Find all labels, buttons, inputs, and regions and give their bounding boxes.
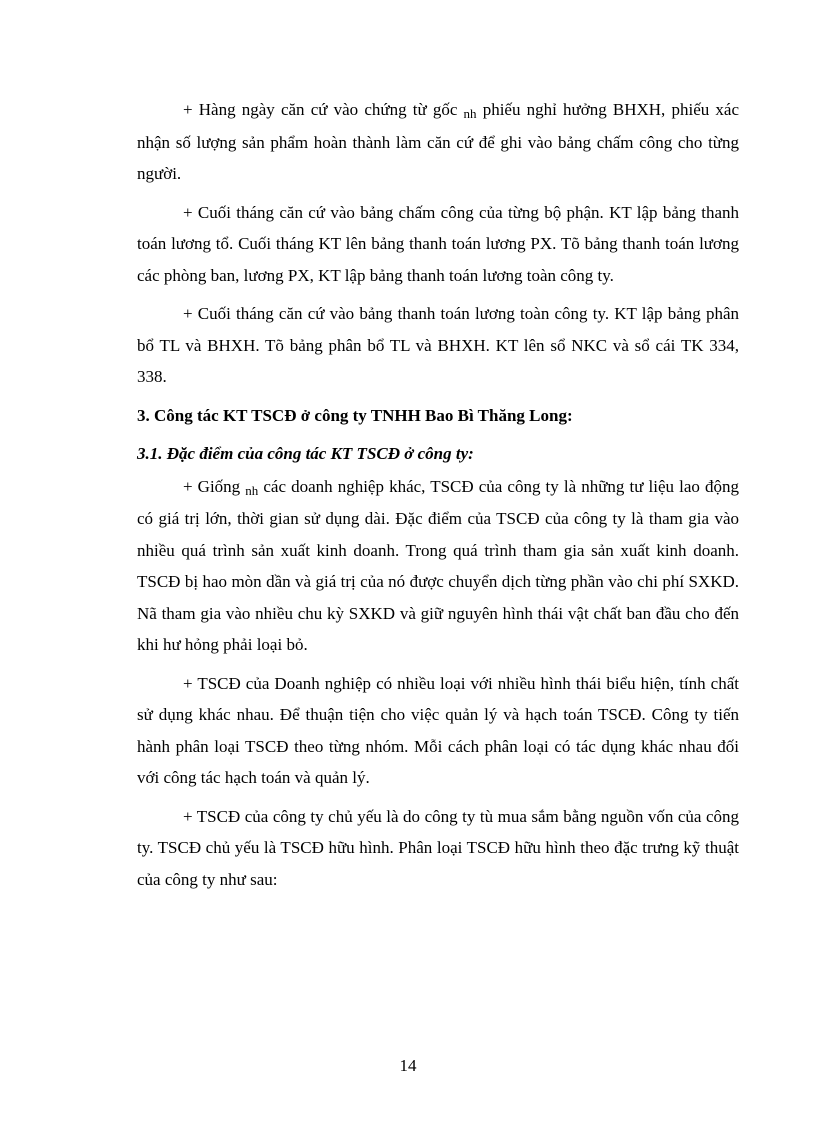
paragraph-1-text: + Hàng ngày căn cứ vào chứng từ gốc [183, 100, 464, 119]
section-heading-3-1: 3.1. Đặc điểm của công tác KT TSCĐ ở công ty: [137, 444, 474, 463]
paragraph-1 [137, 94, 739, 190]
paragraph-5: + TSCĐ của Doanh nghiệp có nhiều loại với nhiều hình thái biểu hiện, tính chất sử dụng khác nhau. Để thuận tiện cho việc quản lý và hạch toán TSCĐ. Công ty tiến hành phân loại TSCĐ theo từng nhóm. Mỗi cách phân loại có tác dụng khác nhau đối với công tác hạch toán và quản lý. [137, 673, 739, 787]
paragraph-4-text-cont: các doanh nghiệp khác, TSCĐ của công ty là những tư liệu lao động có giá trị lớn, thời gian sử dụng dài. Đặc điểm của TSCĐ của công ty là tham gia vào nhiều quá trình sản xuất kinh doanh. Trong quá trình tham gia sản xuất kinh doanh. TSCĐ bị hao mòn dần và giá trị của nó được chuyển dịch từng phần vào chi phí SXKD. Nã tham gia vào nhiều chu kỳ SXKD và giữ nguyên hình thái vật chất ban đầu cho đến khi hư hỏng phải loại bỏ. [137, 476, 739, 654]
paragraph-6: + TSCĐ của công ty chủ yếu là do công ty tù mua sắm bằng nguồn vốn của công ty. TSCĐ chủ yếu là TSCĐ hữu hình. Phân loại TSCĐ hữu hình theo đặc trưng kỹ thuật của công ty như sau: [137, 806, 739, 889]
paragraph-1-text-cont: phiếu nghỉ hưởng BHXH, phiếu xác nhận số lượng sản phẩm hoàn thành làm căn cứ để ghi vào bảng chấm công cho từng người. [137, 100, 739, 183]
section-heading-3: 3. Công tác KT TSCĐ ở công ty TNHH Bao Bì Thăng Long: [137, 405, 573, 425]
abbreviation-nh-2: nh [245, 482, 259, 498]
document-body [137, 94, 739, 902]
paragraph-4-text: + Giống [183, 476, 246, 496]
abbreviation-nh: nh [463, 106, 477, 121]
paragraph-2: + Cuối tháng căn cứ vào bảng chấm công của từng bộ phận. KT lập bảng thanh toán lương tổ. Cuối tháng KT lên bảng thanh toán lương PX. Tõ bảng thanh toán lương các phòng ban, lương PX, KT lập bảng thanh toán lương toàn công ty. [137, 202, 739, 285]
page-number: 14 [399, 1056, 417, 1075]
paragraph-4 [137, 471, 739, 661]
paragraph-3: + Cuối tháng căn cứ vào bảng thanh toán lương toàn công ty. KT lập bảng phân bổ TL và BHXH. Tõ bảng phân bổ TL và BHXH. KT lên sổ NKC và sổ cái TK 334, 338. [137, 304, 739, 386]
